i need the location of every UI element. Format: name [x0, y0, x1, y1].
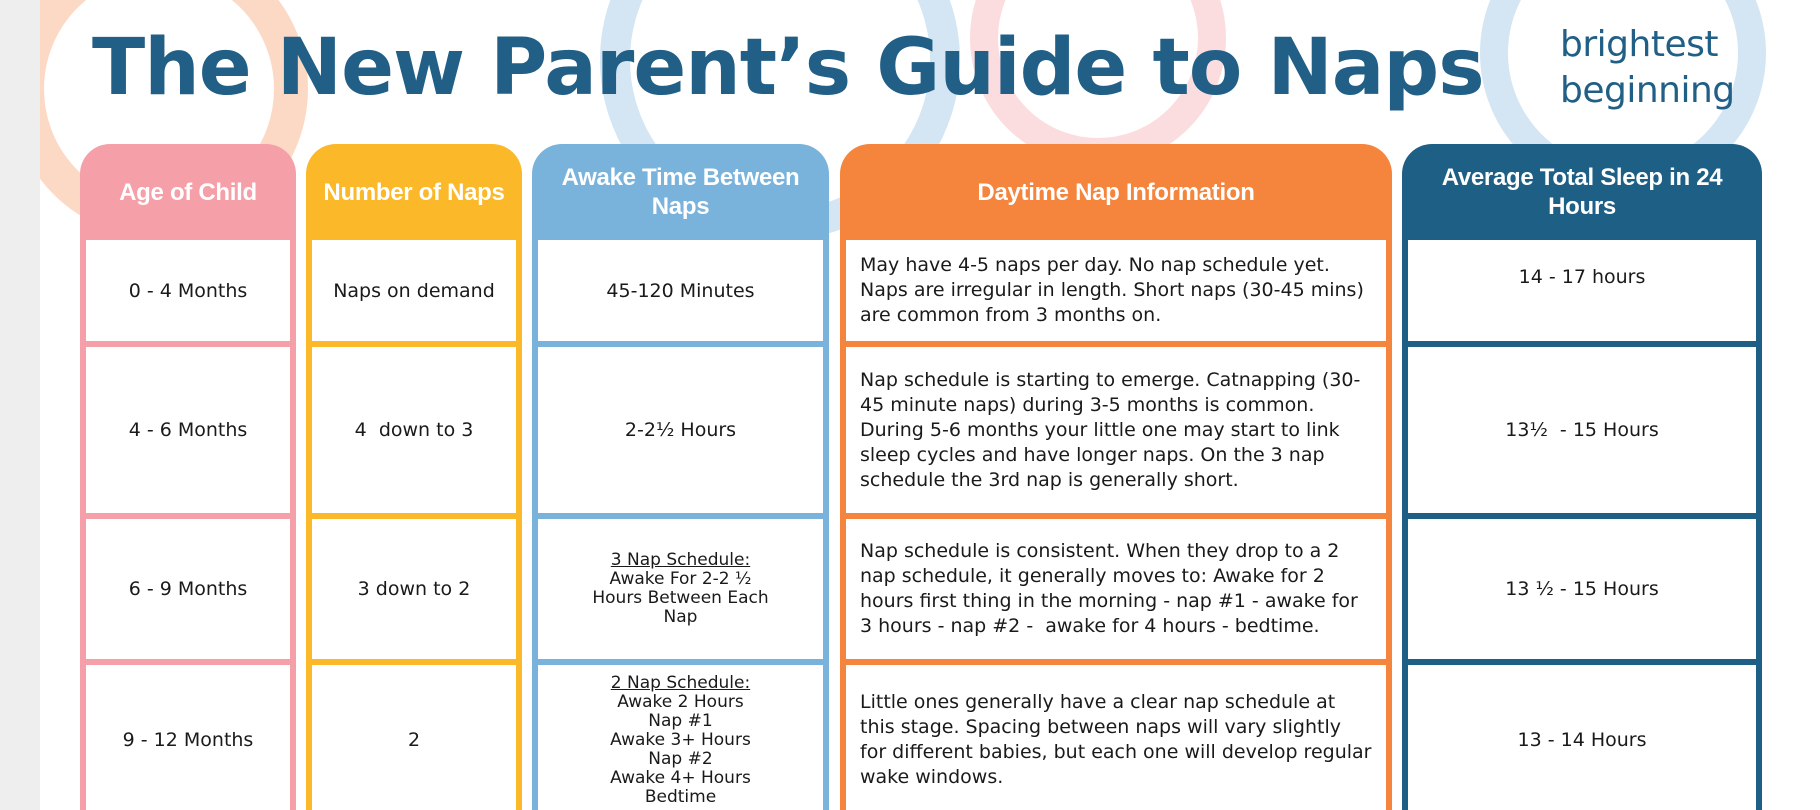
cell-age-row2: 4 - 6 Months [86, 347, 290, 513]
cell-age-row1: 0 - 4 Months [86, 240, 290, 341]
awake-line: Awake 2 Hours [617, 691, 744, 712]
awake-line: Nap #2 [648, 748, 713, 769]
column-avg-sleep [1402, 144, 1762, 810]
cell-day-row4: Little ones generally have a clear nap schedule at this stage. Spacing between naps will vary slightly for different babies, but each one will develop regular wake windows. [846, 665, 1386, 810]
awake-line: Awake For 2-2 ½ [609, 569, 752, 589]
header-avg-sleep: Average Total Sleep in 24 Hours [1441, 164, 1723, 220]
cell-awake-row3 [538, 519, 823, 659]
awake-heading-2nap: 2 Nap Schedule: [610, 672, 751, 693]
header-awake-time: Awake Time Between Naps [561, 164, 800, 220]
cell-age-row3: 6 - 9 Months [86, 519, 290, 659]
header-daytime-info: Daytime Nap Information [977, 178, 1255, 206]
cell-avg-row2: 13½ - 15 Hours [1408, 347, 1756, 513]
cell-avg-row1: 14 - 17 hours [1408, 240, 1756, 341]
brand-logo [1560, 22, 1735, 114]
logo-line-2: beginning [1560, 70, 1735, 111]
awake-line: Awake 3+ Hours [610, 729, 751, 750]
cell-num-row4: 2 [312, 665, 516, 810]
cell-day-row1: May have 4-5 naps per day. No nap schedule yet. Naps are irregular in length. Short naps (30-45 mins) are common from 3 months on. [846, 240, 1386, 341]
header-age: Age of Child [119, 178, 257, 206]
cell-awake-row2: 2-2½ Hours [538, 347, 823, 513]
cell-num-row3: 3 down to 2 [312, 519, 516, 659]
column-num-naps [306, 144, 522, 810]
cell-awake-row4 [538, 665, 823, 810]
page-title: The New Parent’s Guide to Naps [92, 23, 1484, 113]
column-age [80, 144, 296, 810]
column-daytime-info [840, 144, 1392, 810]
cell-awake-row1: 45-120 Minutes [538, 240, 823, 341]
column-awake-time [532, 144, 829, 810]
cell-num-row1: Naps on demand [312, 240, 516, 341]
awake-line: Bedtime [644, 786, 717, 807]
awake-line: Awake 4+ Hours [610, 767, 751, 788]
awake-schedule-3nap [592, 551, 768, 627]
awake-schedule-2nap [610, 674, 751, 807]
header-num-naps: Number of Naps [323, 178, 505, 206]
cell-avg-row4: 13 - 14 Hours [1408, 665, 1756, 810]
nap-guide-page [40, 0, 1820, 810]
cell-age-row4: 9 - 12 Months [86, 665, 290, 810]
cell-day-row2: Nap schedule is starting to emerge. Catnapping (30-45 minute naps) during 3-5 months is common. During 5-6 months your little one may start to link sleep cycles and have longer naps. On the 3 nap schedule the 3rd nap is generally short. [846, 347, 1386, 513]
awake-line: Nap #1 [648, 710, 713, 731]
cell-avg-row3: 13 ½ - 15 Hours [1408, 519, 1756, 659]
logo-line-1: brightest [1560, 24, 1718, 65]
cell-day-row3: Nap schedule is consistent. When they drop to a 2 nap schedule, it generally moves to: Awake for 2 hours first thing in the morning - nap #1 - awake for 3 hours - nap #2 - awake for 4 hours - bedtime. [846, 519, 1386, 659]
awake-line: Nap [663, 607, 698, 627]
awake-heading-3nap: 3 Nap Schedule: [610, 550, 751, 570]
cell-num-row2: 4 down to 3 [312, 347, 516, 513]
awake-line: Hours Between Each [592, 588, 769, 608]
